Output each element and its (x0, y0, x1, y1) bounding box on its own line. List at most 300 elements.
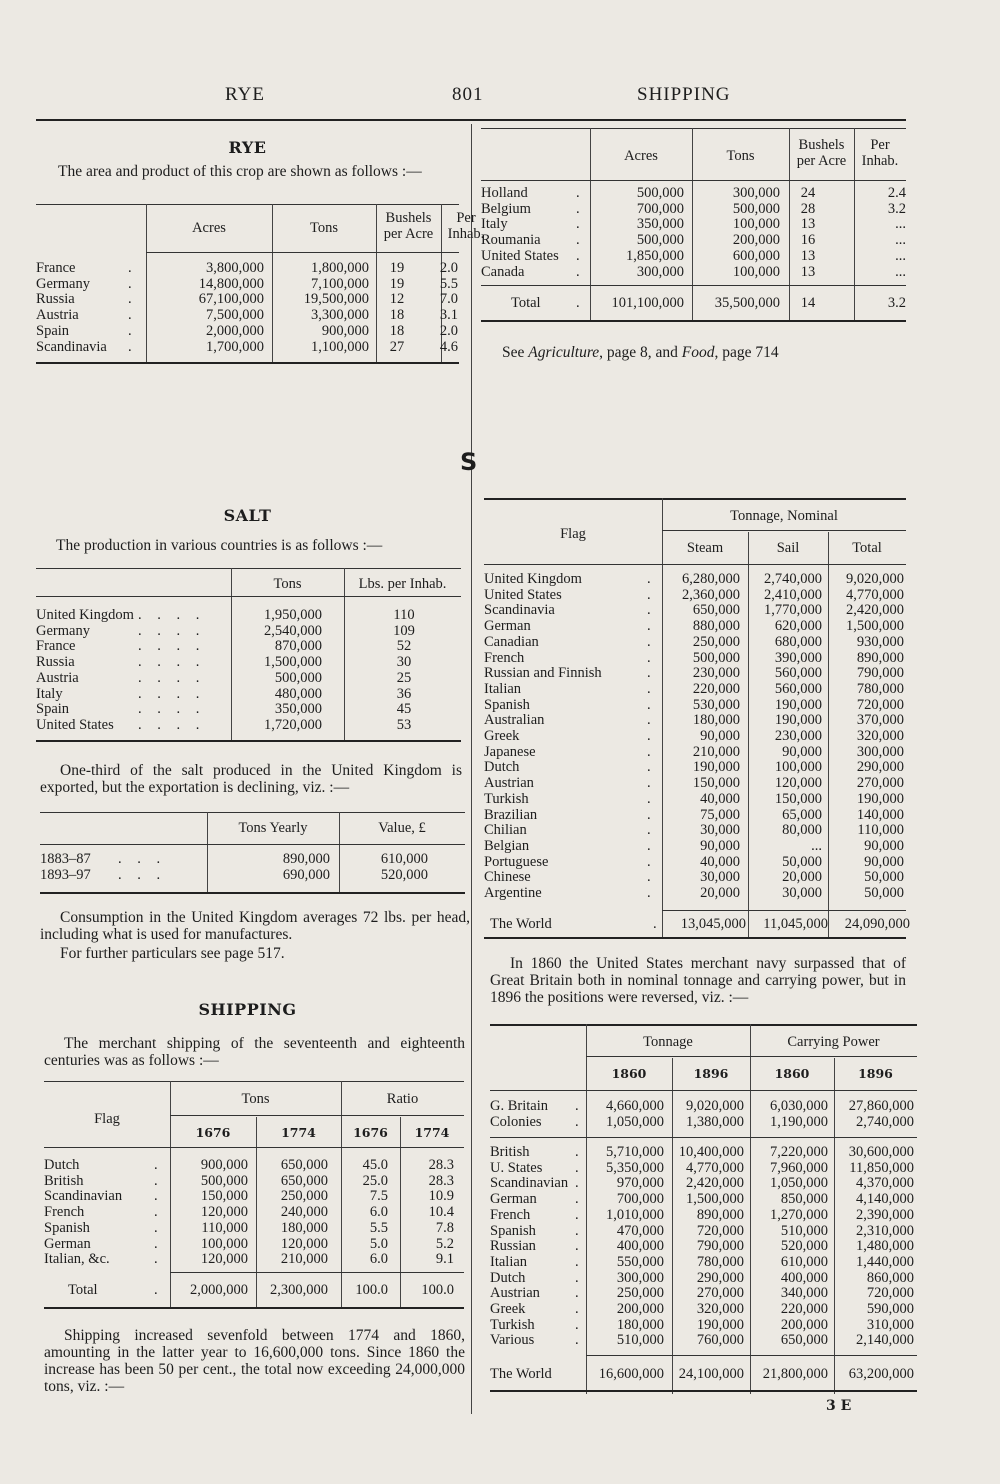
cell-value: 13 (800, 247, 816, 264)
carry-row (490, 1192, 917, 1208)
row-label: United States (36, 716, 114, 733)
note-text-3: , page 714 (714, 344, 779, 361)
leader-dots: . (647, 712, 651, 729)
cell-value: 500,000 (274, 669, 322, 686)
cell-value: 100,000 (732, 263, 780, 280)
rye2-total-row (481, 296, 906, 312)
cell-value: 10.4 (428, 1204, 454, 1221)
export-col-header: Tons Yearly (238, 820, 308, 836)
cell-value: 2,000,000 (206, 322, 264, 339)
cell-value: 13 (800, 216, 816, 233)
leader-dots: . . . . (138, 607, 206, 623)
cell-value: 720,000 (696, 1222, 744, 1239)
leader-dots: . (154, 1251, 158, 1268)
row-label: Italian (484, 680, 522, 697)
cell-value: 650,000 (692, 602, 740, 619)
ship-year-header: 1774 (414, 1125, 450, 1140)
cell-value: 6.0 (369, 1251, 388, 1268)
cell-value: 90,000 (864, 853, 904, 870)
leader-dots: . (575, 1098, 579, 1114)
row-label: Belgian (484, 837, 530, 854)
ton-row (484, 588, 906, 604)
leader-dots: . (647, 728, 651, 744)
row-label: Russia (36, 654, 75, 671)
cell-value: 35,500,000 (714, 295, 780, 311)
cell-value: 1,770,000 (764, 602, 822, 619)
cell-value: 860,000 (866, 1269, 914, 1286)
cell-value: 780,000 (856, 680, 904, 697)
row-label: Belgium (481, 200, 531, 217)
row-label: Argentine (484, 885, 542, 901)
cell-value: 28.3 (428, 1172, 454, 1189)
carry-top-rule (490, 1024, 917, 1026)
cell-value: 590,000 (866, 1301, 914, 1317)
cell-value: 120,000 (774, 775, 822, 792)
ton-row (484, 745, 906, 761)
cell-value: 50,000 (864, 869, 904, 886)
cell-value: 80,000 (782, 822, 822, 839)
leader-dots: . (647, 837, 651, 854)
cell-value: 1,500,000 (264, 654, 322, 671)
cell-value: 20,000 (782, 869, 822, 886)
cell-value: 24,100,000 (678, 1366, 744, 1382)
leader-dots: . (154, 1172, 158, 1189)
carry-mid-rule (490, 1137, 917, 1138)
row-label: United States (481, 247, 559, 264)
row-label: Brazilian (484, 806, 538, 823)
row-label: French (490, 1206, 531, 1223)
cell-value: 220,000 (692, 680, 740, 697)
row-label: Scandinavian (490, 1175, 569, 1192)
cell-value: 9.1 (435, 1251, 454, 1268)
cell-value: 470,000 (616, 1222, 664, 1239)
leader-dots: . (575, 1285, 579, 1302)
row-label: Austrian (484, 775, 534, 792)
row-label: Russian and Finnish (484, 665, 602, 682)
cell-value: 900,000 (321, 322, 369, 339)
cell-value: 970,000 (616, 1175, 664, 1192)
ship-row (44, 1237, 464, 1253)
cell-value: 4.6 (439, 338, 458, 355)
row-label: Chilian (484, 822, 527, 839)
carry-group-header: Carrying Power (787, 1034, 880, 1050)
rye-row (36, 261, 459, 277)
cell-value: 28.3 (428, 1157, 454, 1173)
cell-value: 12 (389, 291, 405, 308)
rye-top-rule (36, 204, 459, 205)
note-link-agriculture: Agriculture (528, 344, 600, 361)
cell-value: 25.0 (362, 1172, 388, 1189)
leader-dots: . (575, 1175, 579, 1192)
ton-total-rule (662, 910, 906, 911)
cell-value: 290,000 (696, 1269, 744, 1286)
leader-dots: . (576, 232, 580, 249)
ship-total-rule (170, 1272, 464, 1273)
export-col-header: Value, £ (378, 820, 426, 836)
salt-bottom-rule (36, 740, 461, 742)
cell-value: ... (895, 263, 906, 280)
row-label: Russian (490, 1238, 536, 1255)
cell-value: 1,100,000 (311, 338, 369, 355)
cell-value: 5.2 (435, 1235, 454, 1252)
export-top-rule (40, 812, 465, 813)
cell-value: 21,800,000 (762, 1366, 828, 1382)
ton-row (484, 682, 906, 698)
cell-value: 16,600,000 (598, 1366, 664, 1382)
shipping-para: Shipping increased sevenfold between 1774 and 1860, amounting in the latter year to 16,600,000 tons. Since 1860 the increase has been 50 per cent., the total now exceeding 24,000,000 tons, viz. :— (44, 1327, 465, 1395)
leader-dots: . (128, 322, 132, 339)
cell-value: 65,000 (782, 806, 822, 823)
cell-value: 190,000 (774, 712, 822, 729)
carry-row (490, 1099, 917, 1115)
cell-value: 24 (800, 185, 816, 201)
ton-row (484, 886, 906, 902)
carry-row (490, 1271, 917, 1287)
cell-value: 19,500,000 (303, 291, 369, 308)
row-label: United Kingdom (484, 571, 582, 587)
cell-value: 500,000 (200, 1172, 248, 1189)
cell-value: 1,700,000 (206, 338, 264, 355)
leader-dots: . . . (118, 851, 167, 867)
ton-row (484, 698, 906, 714)
cell-value: 530,000 (692, 696, 740, 713)
row-label: Austrian (490, 1285, 540, 1302)
leader-dots: . (128, 260, 132, 276)
cell-value: 390,000 (774, 649, 822, 666)
cell-value: 3,800,000 (206, 260, 264, 276)
cell-value: 30,000 (782, 885, 822, 901)
cell-value: 250,000 (692, 633, 740, 650)
carry-year-header: 1896 (858, 1066, 893, 1081)
cell-value: 1,850,000 (626, 247, 684, 264)
cell-value: 480,000 (274, 685, 322, 702)
row-label: Italian, &c. (44, 1251, 110, 1268)
leader-dots: . (575, 1301, 579, 1317)
rye2-total-label: Total (511, 295, 541, 311)
ship-year-header: 1676 (195, 1125, 231, 1140)
row-label: Dutch (490, 1269, 526, 1286)
cell-value: 14,800,000 (198, 275, 264, 292)
leader-dots: . (647, 775, 651, 792)
cell-value: 30,000 (700, 869, 740, 886)
leader-dots: . (647, 602, 651, 619)
ton-row (484, 776, 906, 792)
cell-value: 320,000 (696, 1301, 744, 1317)
shipping-table (44, 1081, 464, 1311)
ton-group-header: Tonnage, Nominal (730, 508, 838, 524)
cell-value: 20,000 (700, 885, 740, 901)
cell-value: 4,660,000 (606, 1098, 664, 1114)
cell-value: 500,000 (636, 185, 684, 201)
row-label: Australian (484, 712, 545, 729)
row-label: German (484, 618, 531, 635)
row-label: 1883–87 (40, 851, 91, 867)
cell-value: 350,000 (274, 701, 322, 718)
salt-title: SALT (223, 506, 272, 525)
cell-value: 30,000 (700, 822, 740, 839)
cell-value: 2,390,000 (856, 1206, 914, 1223)
carry-row (490, 1302, 917, 1318)
cell-value: 110,000 (857, 822, 904, 839)
cell-value: 90,000 (700, 837, 740, 854)
ton-row (484, 651, 906, 667)
cell-value: 180,000 (692, 712, 740, 729)
row-label: Germany (36, 622, 90, 639)
row-label: Russia (36, 291, 75, 308)
cell-value: 110,000 (201, 1219, 248, 1236)
note-text-1: See (502, 344, 529, 361)
cell-value: 7.8 (435, 1219, 454, 1236)
export-head-rule (40, 844, 465, 845)
cell-value: 1,440,000 (856, 1253, 914, 1270)
carrying-power-table (490, 1024, 917, 1394)
ship-row (44, 1158, 464, 1174)
cell-value: 650,000 (280, 1172, 328, 1189)
ship-top-rule (44, 1081, 464, 1082)
cell-value: 6.0 (369, 1204, 388, 1221)
cell-value: 1,010,000 (606, 1206, 664, 1223)
cell-value: 500,000 (732, 200, 780, 217)
leader-dots: . (647, 869, 651, 886)
cell-value: 560,000 (774, 680, 822, 697)
cell-value: 2,420,000 (686, 1175, 744, 1192)
cell-value: 560,000 (774, 665, 822, 682)
salt-row (36, 687, 461, 703)
leader-dots: . (575, 1206, 579, 1223)
cell-value: 27 (389, 338, 405, 355)
rye2-col-header: Bushels per Acre (796, 137, 847, 169)
leader-dots: . (575, 1222, 579, 1239)
export-bottom-rule (40, 892, 465, 894)
cell-value: 9,020,000 (686, 1098, 744, 1114)
cell-value: 7.5 (369, 1188, 388, 1205)
carry-group-rule (586, 1056, 917, 1057)
cell-value: 930,000 (856, 633, 904, 650)
row-label: 1893–97 (40, 866, 91, 883)
leader-dots: . (647, 759, 651, 776)
ship-group-header: Tons (241, 1091, 270, 1107)
rye-head-rule (146, 252, 459, 253)
cell-value: ... (895, 232, 906, 249)
leader-dots: . (576, 295, 580, 311)
ton-row (484, 870, 906, 886)
ship-year-header: 1774 (281, 1125, 316, 1140)
rye2-col-header: Tons (726, 148, 755, 164)
cell-value: 120,000 (200, 1204, 248, 1221)
ship-flag-header: Flag (94, 1111, 120, 1127)
row-label: G. Britain (490, 1098, 548, 1114)
row-label: Greek (484, 728, 520, 744)
ton-head-rule (484, 564, 906, 565)
leader-dots: . . . . (138, 622, 206, 639)
cell-value: 100.0 (421, 1282, 454, 1298)
row-label: France (36, 638, 76, 655)
cell-value: 1,190,000 (770, 1113, 828, 1130)
salt-row (36, 608, 461, 624)
cell-value: 340,000 (780, 1285, 828, 1302)
cell-value: 1,720,000 (264, 716, 322, 733)
cell-value: 100,000 (774, 759, 822, 776)
cell-value: 7,500,000 (206, 307, 264, 324)
row-label: German (44, 1235, 91, 1252)
cell-value: 7,100,000 (311, 275, 369, 292)
carry-row (490, 1286, 917, 1302)
cell-value: ... (895, 216, 906, 233)
salt-further-para: For further particulars see page 517. (60, 945, 285, 962)
carry-row (490, 1224, 917, 1240)
row-label: Scandinavia (484, 602, 555, 619)
ton-row (484, 713, 906, 729)
ship-row (44, 1221, 464, 1237)
row-label: Italy (481, 216, 508, 233)
note-link-food: Food (681, 344, 715, 361)
row-label: British (490, 1144, 530, 1160)
cell-value: 109 (393, 622, 415, 639)
cell-value: 24,090,000 (844, 916, 910, 932)
cell-value: 190,000 (774, 696, 822, 713)
cell-value: 10.9 (428, 1188, 454, 1205)
cell-value: 52 (396, 638, 412, 655)
rye2-col-header: Acres (624, 148, 658, 164)
cell-value: 11,045,000 (763, 916, 828, 932)
carry-head-rule (490, 1090, 917, 1091)
cell-value: 1,950,000 (264, 607, 322, 623)
cell-value: 720,000 (866, 1285, 914, 1302)
rye-row (36, 340, 459, 356)
salt-export-para: One-third of the salt produced in the United Kingdom is exported, but the exportation is declining, viz. :— (40, 762, 462, 796)
ton-total-row (490, 917, 912, 933)
row-label: Portuguese (484, 853, 549, 870)
cell-value: 210,000 (692, 743, 740, 760)
cell-value: 40,000 (700, 853, 740, 870)
carry-total-rule (586, 1355, 917, 1356)
carry-row (490, 1145, 917, 1161)
ship-total-row (44, 1283, 464, 1299)
cell-value: 45 (396, 701, 412, 718)
carry-row (490, 1333, 917, 1349)
row-label: Spanish (484, 696, 530, 713)
cell-value: 50,000 (864, 885, 904, 901)
cell-value: 75,000 (700, 806, 740, 823)
ton-row (484, 635, 906, 651)
cell-value: 3.2 (887, 295, 906, 311)
cell-value: 190,000 (692, 759, 740, 776)
cell-value: 5.5 (369, 1219, 388, 1236)
note-text-2: , page 8, and (599, 344, 682, 361)
row-label: Canadian (484, 633, 539, 650)
rye-row (36, 277, 459, 293)
leader-dots: . (575, 1316, 579, 1333)
cell-value: 120,000 (280, 1235, 328, 1252)
row-label: Dutch (484, 759, 520, 776)
salt-top-rule (36, 568, 461, 569)
rye2-row (481, 202, 906, 218)
cell-value: 18 (389, 322, 405, 339)
rye-row (36, 308, 459, 324)
cell-value: 90,000 (864, 837, 904, 854)
leader-dots: . (647, 649, 651, 666)
salt-col-header: Tons (273, 576, 302, 592)
cell-value: ... (895, 247, 906, 264)
tonnage-para: In 1860 the United States merchant navy surpassed that of Great Britain both in nominal tonnage and carrying power, but in 1896 the positions were reversed, viz. :— (490, 955, 906, 1006)
cell-value: 190,000 (856, 790, 904, 807)
cell-value: 510,000 (616, 1332, 664, 1349)
salt-row (36, 718, 461, 734)
row-label: U. States (490, 1159, 543, 1176)
carry-row (490, 1239, 917, 1255)
cell-value: 370,000 (856, 712, 904, 729)
leader-dots: . (647, 586, 651, 603)
cell-value: 720,000 (856, 696, 904, 713)
cell-value: 520,000 (380, 866, 428, 883)
cell-value: 250,000 (616, 1285, 664, 1302)
leader-dots: . . . . (138, 638, 206, 655)
cell-value: 310,000 (866, 1316, 914, 1333)
cell-value: 2,420,000 (846, 602, 904, 619)
leader-dots: . (154, 1188, 158, 1205)
cell-value: 2.0 (439, 260, 458, 276)
cell-value: 700,000 (636, 200, 684, 217)
cell-value: 25 (396, 669, 412, 686)
cell-value: 5,710,000 (606, 1144, 664, 1160)
cell-value: 50,000 (782, 853, 822, 870)
row-label: Canada (481, 263, 525, 280)
cell-value: 14 (800, 295, 816, 311)
leader-dots: . (576, 200, 580, 217)
cell-value: 890,000 (696, 1206, 744, 1223)
leader-dots: . (128, 275, 132, 292)
cell-value: 880,000 (692, 618, 740, 635)
cell-value: 210,000 (280, 1251, 328, 1268)
section-letter: S (460, 448, 478, 476)
row-label: French (484, 649, 525, 666)
cell-value: 850,000 (780, 1191, 828, 1208)
header-rule (36, 119, 906, 121)
ship-group-rule (170, 1115, 464, 1116)
cell-value: 350,000 (636, 216, 684, 233)
leader-dots: . (128, 338, 132, 355)
rye-table (36, 204, 485, 364)
ton-row (484, 729, 906, 745)
cell-value: 9,020,000 (846, 571, 904, 587)
cell-value: 140,000 (856, 806, 904, 823)
salt-row (36, 639, 461, 655)
cell-value: 18 (389, 307, 405, 324)
rye2-head-rule (481, 180, 906, 181)
cell-value: 620,000 (774, 618, 822, 635)
ton-group-rule (662, 530, 906, 531)
carry-year-header: 1896 (693, 1066, 729, 1081)
ship-head-rule (44, 1147, 464, 1148)
cell-value: 290,000 (856, 759, 904, 776)
cell-value: 2,410,000 (764, 586, 822, 603)
row-label: Roumania (481, 232, 541, 249)
cell-value: 90,000 (782, 743, 822, 760)
row-label: French (44, 1204, 85, 1221)
cell-value: 1,800,000 (311, 260, 369, 276)
cell-value: 10,400,000 (678, 1144, 744, 1160)
salt-col-header: Lbs. per Inhab. (358, 576, 447, 592)
cell-value: 2,310,000 (856, 1222, 914, 1239)
leader-dots: . (575, 1253, 579, 1270)
leader-dots: . . . . (138, 654, 206, 671)
salt-export-table (40, 812, 465, 894)
cell-value: 7,220,000 (770, 1144, 828, 1160)
ship-year-header: 1676 (353, 1125, 388, 1140)
cell-value: 610,000 (780, 1253, 828, 1270)
leader-dots: . (576, 216, 580, 233)
cell-value: 28 (800, 200, 816, 217)
